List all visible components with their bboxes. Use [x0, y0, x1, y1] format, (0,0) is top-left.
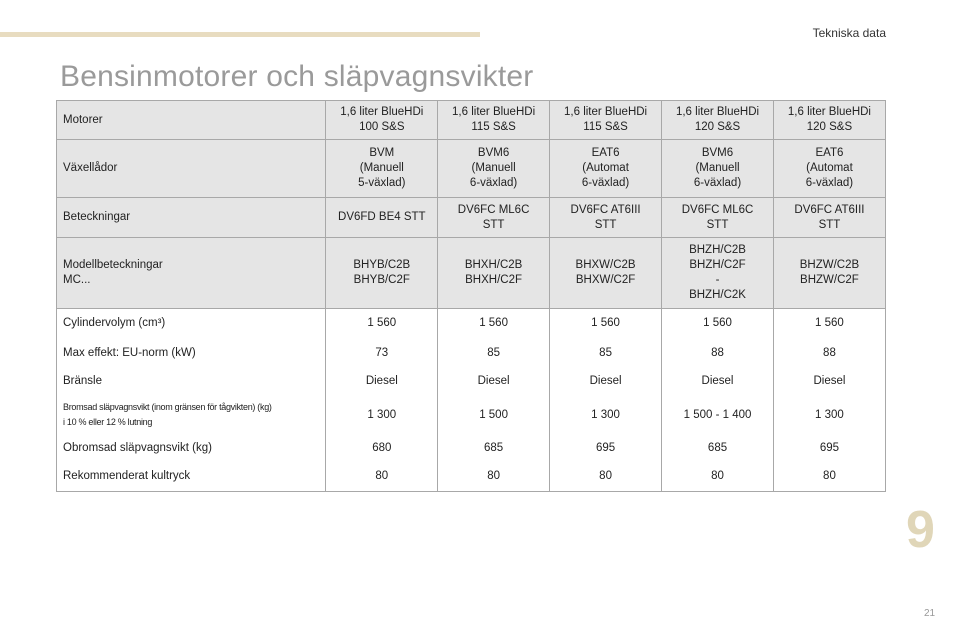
table-cell: 1,6 liter BlueHDi 120 S&S [662, 101, 774, 140]
table-cell: 80 [662, 463, 774, 492]
table-row-motorer [57, 101, 886, 140]
row-label: Cylindervolym (cm³) [57, 309, 326, 339]
chapter-number: 9 [906, 501, 935, 559]
table-cell: 1 560 [326, 309, 438, 339]
row-label: Modellbeteckningar MC... [57, 238, 326, 309]
table-cell: 1,6 liter BlueHDi 115 S&S [438, 101, 550, 140]
table-cell: 1 560 [662, 309, 774, 339]
row-label: Beteckningar [57, 198, 326, 238]
row-label: Obromsad släpvagnsvikt (kg) [57, 435, 326, 463]
table-row-beteckningar [57, 198, 886, 238]
table-cell: DV6FC ML6C STT [662, 198, 774, 238]
table-cell: 685 [438, 435, 550, 463]
row-label: Rekommenderat kultryck [57, 463, 326, 492]
table-cell: Diesel [773, 368, 885, 396]
table-cell: 73 [326, 339, 438, 368]
header-rule [0, 32, 480, 37]
table-cell: Diesel [550, 368, 662, 396]
table-cell: 1,6 liter BlueHDi 115 S&S [550, 101, 662, 140]
table-cell: BHXH/C2B BHXH/C2F [438, 238, 550, 309]
table-cell: 1 560 [438, 309, 550, 339]
table-row-bromsad-slapvagnsvikt [57, 396, 886, 435]
table-cell: 85 [438, 339, 550, 368]
page-number: 21 [924, 608, 936, 619]
table-cell: 88 [662, 339, 774, 368]
table-row-bransle [57, 368, 886, 396]
table-row-cylindervolym [57, 309, 886, 339]
row-label: Bränsle [57, 368, 326, 396]
table-cell: 1 500 - 1 400 [662, 396, 774, 435]
table-cell: BVM (Manuell 5-växlad) [326, 140, 438, 198]
table-cell: 1 560 [550, 309, 662, 339]
table-cell: EAT6 (Automat 6-växlad) [773, 140, 885, 198]
table-cell: 695 [550, 435, 662, 463]
table-cell: 695 [773, 435, 885, 463]
table-cell: EAT6 (Automat 6-växlad) [550, 140, 662, 198]
table-cell: DV6FC AT6III STT [773, 198, 885, 238]
table-cell: 1 300 [550, 396, 662, 435]
table-cell: 1 300 [326, 396, 438, 435]
table-cell: 80 [550, 463, 662, 492]
table-cell: 685 [662, 435, 774, 463]
table-cell: BHXW/C2B BHXW/C2F [550, 238, 662, 309]
table-row-max-effekt [57, 339, 886, 368]
row-label: Motorer [57, 101, 326, 140]
table-cell: 1,6 liter BlueHDi 120 S&S [773, 101, 885, 140]
table-row-obromsad-slapvagnsvikt [57, 435, 886, 463]
table-cell: DV6FD BE4 STT [326, 198, 438, 238]
table-cell: 1 560 [773, 309, 885, 339]
table-cell: 1 300 [773, 396, 885, 435]
table-cell: 80 [773, 463, 885, 492]
table-cell: BVM6 (Manuell 6-växlad) [438, 140, 550, 198]
table-cell: DV6FC AT6III STT [550, 198, 662, 238]
section-label: Tekniska data [812, 26, 886, 40]
table-cell: 85 [550, 339, 662, 368]
table-cell: Diesel [326, 368, 438, 396]
table-cell: BVM6 (Manuell 6-växlad) [662, 140, 774, 198]
row-label: Max effekt: EU-norm (kW) [57, 339, 326, 368]
row-label: Bromsad släpvagnsvikt (inom gränsen för tågvikten) (kg) i 10 % eller 12 % lutning [57, 396, 326, 435]
table-cell: Diesel [438, 368, 550, 396]
table-cell: Diesel [662, 368, 774, 396]
table-cell: 80 [326, 463, 438, 492]
table-cell: 80 [438, 463, 550, 492]
table-row-kultryck [57, 463, 886, 492]
page-title: Bensinmotorer och släpvagnsvikter [60, 60, 534, 93]
table-cell: DV6FC ML6C STT [438, 198, 550, 238]
table-cell: BHZW/C2B BHZW/C2F [773, 238, 885, 309]
table-row-modellbeteckningar [57, 238, 886, 309]
table-cell: BHZH/C2B BHZH/C2F - BHZH/C2K [662, 238, 774, 309]
table-row-vaxellador [57, 140, 886, 198]
table-cell: 88 [773, 339, 885, 368]
table-cell: BHYB/C2B BHYB/C2F [326, 238, 438, 309]
table-cell: 1,6 liter BlueHDi 100 S&S [326, 101, 438, 140]
table-cell: 1 500 [438, 396, 550, 435]
spec-table [56, 100, 886, 492]
table-cell: 680 [326, 435, 438, 463]
row-label: Växellådor [57, 140, 326, 198]
